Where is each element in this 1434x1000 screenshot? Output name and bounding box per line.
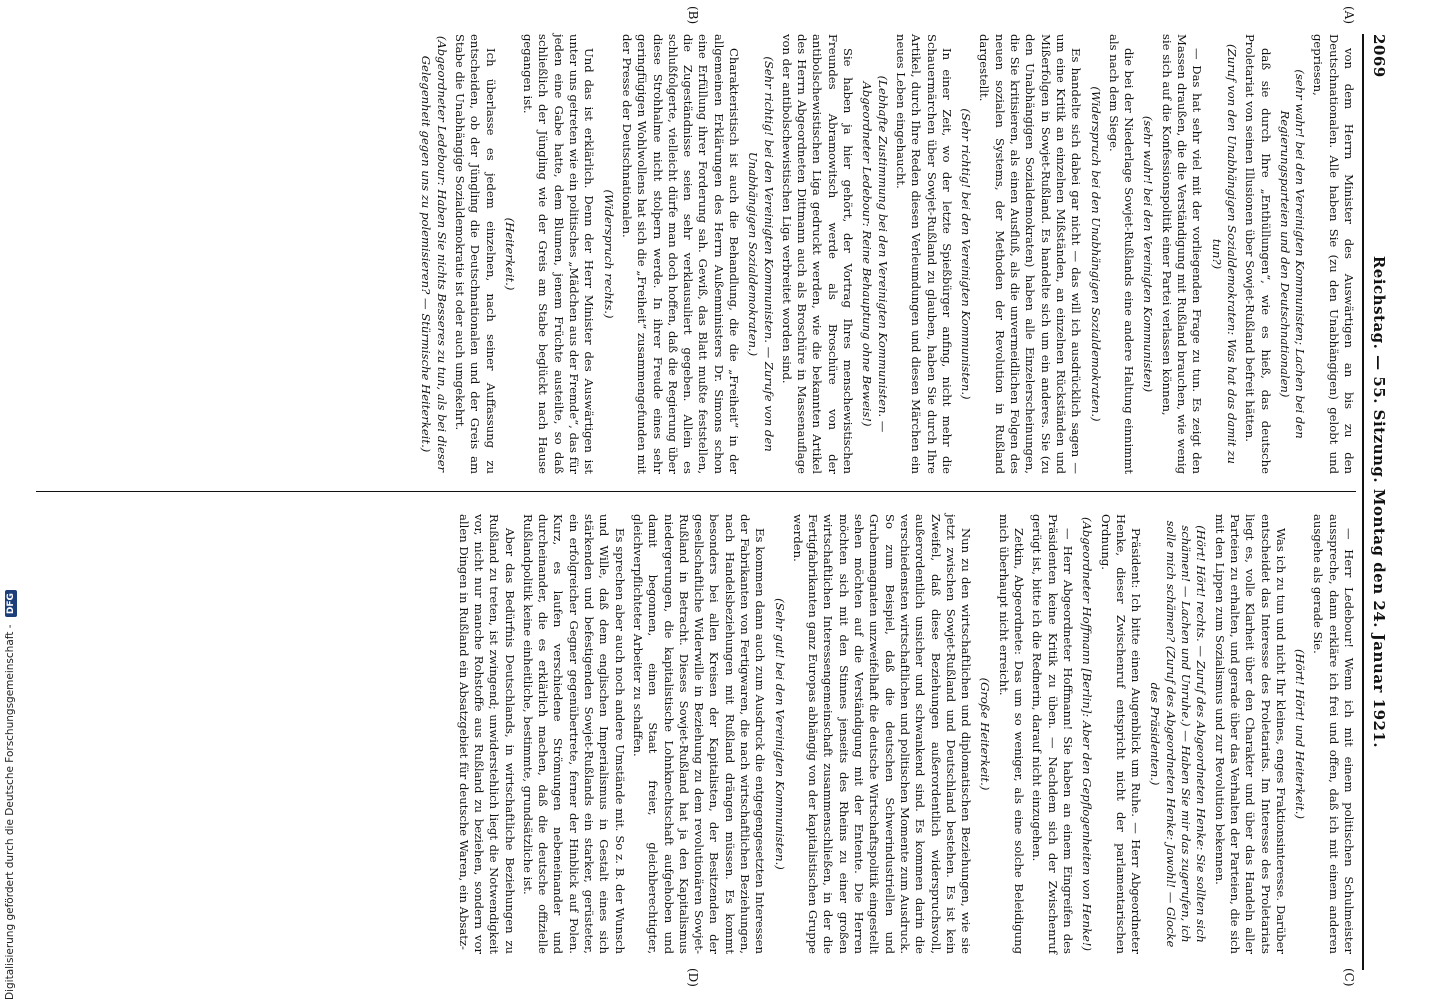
speech-paragraph: Charakteristisch ist auch die Behandlung, die die „Freiheit“ in der allgemeinen Erklärungen des Herrn Außenministers Dr. Simons schon eine Erfüllung ihrer Forderung sah. Gewiß, das Blatt mußte feststellen, die Zugeständnisse seien sehr verklausuliert gegeben. Allein es schlußfolgerte, vielleicht dürfe man doch hoffen, daß die Regierung über diese Strohhalme nicht stolpern werde. In ihrer Freude eines sehr geringfügigen Wohlwollens hat sich die „Freiheit“ zusammengefunden mit der Presse der Deutschnationalen. <box>619 34 742 474</box>
speech-paragraph: Nun zu den wirtschaftlichen und diplomatischen Beziehungen, wie sie jetzt zwischen Sowjet-Rußland und Deutschland bestehen. Es ist kein Zweifel, daß diese Beziehungen außerordentlich widerspruchsvoll, außerordentlich unsicher und schwankend sind. Es kommen darin die verschiedensten wirtschaftlichen und politischen Momente zum Ausdruck. So zum Beispiel, daß die deutschen Schwerindustriellen und Grubenmagnaten unzweifelhaft die deutsche Wirtschaftspolitik eingestellt sehen möchten auf die Verständigung mit der Entente. Die Herren möchten sich mit den Stinnes jenseits des Rheins zu einer großen wirtschaftlichen Interessengemeinschaft zusammenschließen, in der die Fertigfabrikanten ganz Europas abhängig von der kapitalistischen Gruppe werden. <box>790 514 974 955</box>
speech-paragraph: — Herr Ledebour! Wenn ich mit einem politischen Schulmeister ausspreche, dann erkläre ich frei und offen, daß ich mit einem anderen ausgehe als gerade Sie. <box>1311 514 1356 954</box>
dfg-logo: DFG <box>5 590 17 617</box>
margin-marker-c: (C) <box>1342 968 1356 987</box>
page-title: Reichstag. — 55. Sitzung. Montag den 24. Januar 1921. <box>1370 255 1388 749</box>
speech-paragraph: Es sprechen aber auch noch andere Umstände mit. So z. B. der Wunsch und Wille, daß dem englischen Imperialismus in Gestalt eines sich stärkenden und befestigenden Sowjet-Rußlands ein starker, gerüsteter, ein erfolgreicher Gegner gegenübertrete, ferner der Hinblick auf Polen. Kurz, es laufen verschiedene Strömungen nebeneinander und durcheinander, die es erklärlich machen, daß die deutsche offizielle Rußlandpolitik keine einheitliche, bestimmte, grundsätzliche ist. <box>520 514 627 954</box>
interjection-paragraph: (Widerspruch bei den Unabhängigen Sozialdemokraten.) <box>1088 86 1103 422</box>
speech-paragraph: Was ich zu tun und nicht Ihr kleines, enges Fraktionsinteresse. Darüber entscheidet das Interesse des Proletariats. Im Interesse des Proletariats liegt es, volle Klarheit über den Charakter und über das Handeln aller Parteien zu erhalten, und gerade über das Verhalten der Parteien, die sich mit den Lippen zum Sozialismus und zur Revolution bekennen. <box>1212 514 1288 954</box>
speech-paragraph: — Das hat sehr viel mit der vorliegenden Frage zu tun. Es zeigt den Massen draußen, die die Verständigung mit Rußland brauchen, wie wenig sie sich auf die Konfessionspolitik einer Partei verlassen können, <box>1159 34 1205 474</box>
left-text-column <box>414 34 1356 474</box>
speech-paragraph: daß sie durch Ihre „Enthüllungen“, wie es hieß, das deutsche Proletariat von seinen Illusionen über Sowjet-Rußland befreit hätten. <box>1243 34 1273 474</box>
speech-paragraph: Sie haben ja hier gehört, der Vortrag Ihres menschewistischen Freundes Abramowitsch werde als Broschüre von der antibolschewistischen Liga gedruckt werden, wie die bekannten Artikel des Herrn Abgeordneten Dittmann auch als Broschüre in Massenauflage von der antibolschewistischen Liga verbreitet worden sind. <box>779 34 856 474</box>
margin-marker-b: (B) <box>686 6 700 25</box>
interjection-paragraph: (Lebhafte Zustimmung bei den Vereinigten Kommunisten. — Abgeordneter Ledebour: Reine Behauptung ohne Beweis!) <box>860 75 890 433</box>
speech-paragraph: Ich überlasse es jedem einzelnen, nach seiner Auffassung zu entscheiden, ob der Jüngling die Deutschnationalen und der Greis am Stabe die Unabhängige Sozialdemokratie ist oder auch umgekehrt. <box>452 34 498 474</box>
speech-paragraph: Präsident: Ich bitte einen Augenblick um Ruhe. — Herr Abgeordneter Henke, dieser Zwischenruf entspricht nicht der parlamentarischen Ordnung. <box>1098 514 1144 954</box>
interjection-paragraph: (sehr wahr! bei den Vereinigten Kommunisten; Lachen bei den Regierungsparteien und den Deutschnationalen) <box>1277 69 1308 439</box>
interjection-paragraph: (Große Heiterkeit.) <box>978 677 993 791</box>
speech-paragraph: Es handelte sich dabei gar nicht — das will ich ausdrücklich sagen — um eine Kritik an einzelnen Mißständen, an einzelnen Rückständen und Mißerfolgen in Sowjet-Rußland. Es handelte sich um ein anderes. Sie (zu den Unabhängigen Sozialdemokraten) haben alle Einzelerscheinungen, die Sie kritisieren, als einen Ausfluß, als die unvermeidlichen Folgen des neuen sozialen Systems, der Methoden der Revolution in Rußland dargestellt. <box>977 34 1084 474</box>
margin-marker-a: (A) <box>1342 6 1356 25</box>
speech-paragraph: Zetkin, Abgeordnete: Das um so weniger, als eine solche Beleidigung mich überhaupt nicht erreicht. <box>996 514 1027 954</box>
interjection-paragraph: (Abgeordneter Hoffmann [Berlin]: Aber den Gepflogenheiten von Henke!) <box>1080 516 1095 952</box>
column-divider <box>36 491 1356 492</box>
interjection-paragraph: (Hört! Hört! rechts. — Zuruf des Abgeordneten Henke: Sie sollten sich schämen! — Lachen und Unruhe.) — Haben Sie mir das zugerufen, ich solle mich schämen? (Zuruf des Abgeordneten Henke: Jawohl! — Glocke des Präsidenten.) <box>1148 520 1209 948</box>
speech-paragraph: Und das ist erklärlich. Denn der Herr Minister des Auswärtigen ist unter uns getreten wie ein politisches „Mädchen aus der Fremde“, das für jeden eine Gabe hatte, dem Blumen, jenem Früchte austeilte, so daß schließlich der Jüngling wie der Greis am Stabe beglückt nach Hause gegangen ist. <box>521 34 597 474</box>
page-number: 2069 <box>1370 34 1388 78</box>
margin-marker-d: (D) <box>686 968 700 987</box>
speech-paragraph: In einer Zeit, wo der letzte Spießbürger anfing, nicht mehr die Schauermärchen über Sowjet-Rußland zu glauben, haben Sie durch Ihre Artikel, durch Ihre Reden diesen Verleumdungen und diesen Märchen ein neues Leben eingehaucht. <box>893 34 954 474</box>
speech-paragraph: — Herr Abgeordneter Hoffmann! Sie haben an einem Eingreifen des Präsidenten keine Kritik zu üben. — Nachdem sich der Zwischenruf gerügt ist, bitte ich die Rednerin, darauf nicht einzugehen. <box>1030 514 1075 954</box>
header-rule <box>1362 34 1364 970</box>
interjection-paragraph: (Hört! Hört! und Heiterkeit.) <box>1293 648 1308 820</box>
right-text-column <box>452 514 1356 954</box>
interjection-paragraph: (Zuruf von den Unabhängigen Sozialdemokraten: Was hat das damit zu tun?) <box>1209 44 1239 464</box>
speech-paragraph: Aber das Bedürfnis Deutschlands, in wirtschaftliche Beziehungen zu Rußland zu treten, ist zwingend; unwiderstehlich liegt die Notwendigkeit vor, nicht nur manche Rohstoffe aus Rußland zu beziehen, sondern vor allen Dingen in Rußland ein Absatzgebiet für deutsche Waren, ein Absatz- <box>456 514 517 954</box>
interjection-paragraph: (Sehr richtig! bei den Vereinigten Kommunisten. — Zurufe von den Unabhängigen Sozialdemokraten.) <box>746 56 776 452</box>
interjection-paragraph: (Abgeordneter Ledebour: Haben Sie nichts Besseres zu tun, als bei dieser Gelegenheit gegen uns zu polemisieren? — Stürmische Heiterkeit.) <box>419 35 449 473</box>
interjection-paragraph: (Sehr gut! bei den Vereinigten Kommunisten.) <box>772 598 787 870</box>
speech-paragraph: von dem Herrn Minister des Auswärtigen an bis zu den Deutschnationalen. Alle haben Sie (zu den Unabhängigen) gelobt und gepriesen, <box>1311 34 1356 474</box>
interjection-paragraph: (Heiterkeit.) <box>502 217 517 291</box>
page-header <box>1366 34 1388 970</box>
interjection-paragraph: (Widerspruch rechts.) <box>601 189 616 319</box>
speech-paragraph: die bei der Niederlage Sowjet-Rußlands eine andere Haltung einnimmt als nach dem Siege. <box>1106 34 1137 474</box>
digitization-footer <box>4 20 17 1000</box>
interjection-paragraph: (Sehr richtig! bei den Vereinigten Kommunisten.) <box>959 108 974 400</box>
interjection-paragraph: (sehr wahr! bei den Vereinigten Kommunisten) <box>1141 115 1156 393</box>
footer-text: Digitalisierung gefördert durch die Deutsche Forschungsgemeinschaft - <box>4 624 16 1000</box>
speech-paragraph: Es kommen dann auch zum Ausdruck die entgegengesetzten Interessen der Fabrikanten von Fertigwaren, die nach wirtschaftlichen Beziehungen, nach Handelsbeziehungen mit Rußland drängen müssen. Es kommt besonders bei allen Kreisen der Kapitalisten, der Besitzenden der gesellschaftliche Widerwille in Beziehung zu dem revolutionären Sowjet-Rußland in Betracht. Dieses Sowjet-Rußland hat ja den Kapitalismus niedergerungen, die kapitalistische Lohnknechtschaft aufgehoben und damit begonnen, einen Staat freier, gleichberechtigter, gleichverpflichteter Arbeiter zu schaffen. <box>630 514 768 954</box>
